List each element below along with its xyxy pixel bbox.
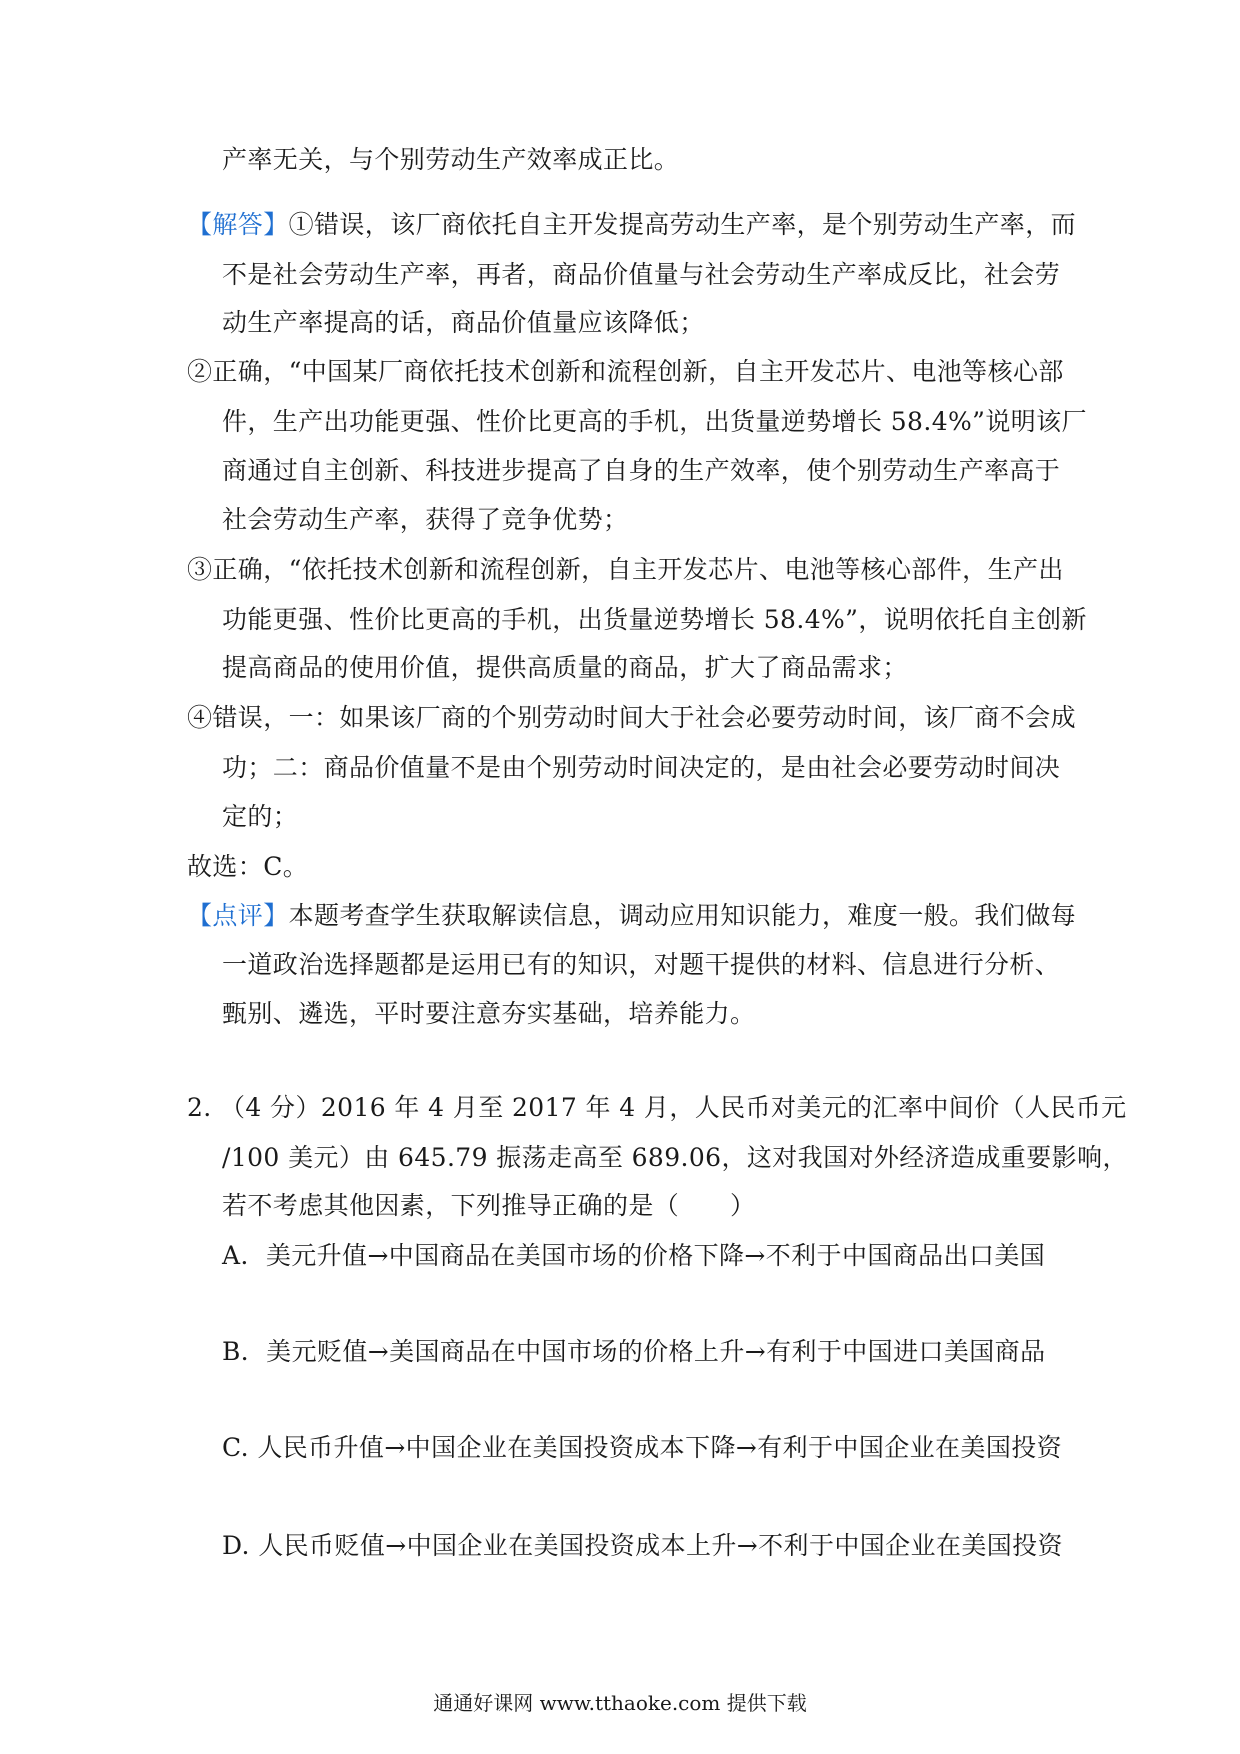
- item4-line-2: 功；二：商品价值量不是由个别劳动时间决定的，是由社会必要劳动时间决: [222, 753, 1061, 782]
- answer-tag: 【解答】: [187, 210, 289, 239]
- answer-line-3: 动生产率提高的话，商品价值量应该降低；: [222, 308, 705, 337]
- comment-text-1: 本题考查学生获取解读信息，调动应用知识能力，难度一般。我们做每: [288, 901, 1077, 930]
- answer-line-1: [187, 208, 1076, 242]
- item3-line-3: 提高商品的使用价值，提供高质量的商品，扩大了商品需求；: [222, 653, 908, 682]
- choice-line: 故选：C。: [187, 852, 309, 881]
- item2-line-4: 社会劳动生产率，获得了竞争优势；: [222, 505, 629, 534]
- comment-line-2: 一道政治选择题都是运用已有的知识，对题干提供的材料、信息进行分析、: [222, 950, 1061, 979]
- comment-line-1: [187, 899, 1076, 933]
- comment-tag: 【点评】: [187, 901, 289, 930]
- option-b: B．美元贬值→美国商品在中国市场的价格上升→有利于中国进口美国商品: [222, 1337, 1046, 1366]
- item3-line-1: ③正确，“依托技术创新和流程创新，自主开发芯片、电池等核心部件，生产出: [187, 555, 1064, 584]
- answer-line-2: 不是社会劳动生产率，再者，商品价值量与社会劳动生产率成反比，社会劳: [222, 260, 1061, 289]
- answer-text-1: ①错误，该厂商依托自主开发提高劳动生产率，是个别劳动生产率，而: [288, 210, 1077, 239]
- item2-line-3: 商通过自主创新、科技进步提高了自身的生产效率，使个别劳动生产率高于: [222, 456, 1061, 485]
- option-d: D. 人民币贬值→中国企业在美国投资成本上升→不利于中国企业在美国投资: [222, 1531, 1063, 1560]
- question-stem-line-2: /100 美元）由 645.79 振荡走高至 689.06，这对我国对外经济造成重要影响，: [222, 1143, 1128, 1172]
- option-a: A．美元升值→中国商品在美国市场的价格下降→不利于中国商品出口美国: [222, 1241, 1046, 1270]
- option-c: C. 人民币升值→中国企业在美国投资成本下降→有利于中国企业在美国投资: [222, 1433, 1063, 1462]
- question-stem-line-1: 2. （4 分）2016 年 4 月至 2017 年 4 月，人民币对美元的汇率中间价（人民币元: [187, 1093, 1127, 1122]
- continuation-line: 产率无关，与个别劳动生产效率成正比。: [222, 145, 680, 174]
- question-stem-line-3: 若不考虑其他因素，下列推导正确的是（ ）: [222, 1191, 756, 1220]
- item2-line-2: 件，生产出功能更强、性价比更高的手机，出货量逆势增长 58.4%”说明该厂: [222, 407, 1087, 436]
- comment-line-3: 甄别、遴选，平时要注意夯实基础，培养能力。: [222, 999, 756, 1028]
- item4-line-1: ④错误，一：如果该厂商的个别劳动时间大于社会必要劳动时间，该厂商不会成: [187, 703, 1077, 732]
- page-footer: 通通好课网 www.tthaoke.com 提供下载: [433, 1691, 807, 1715]
- item3-line-2: 功能更强、性价比更高的手机，出货量逆势增长 58.4%”，说明依托自主创新: [222, 605, 1087, 634]
- item2-line-1: ②正确，“中国某厂商依托技术创新和流程创新，自主开发芯片、电池等核心部: [187, 357, 1064, 386]
- item4-line-3: 定的；: [222, 802, 299, 831]
